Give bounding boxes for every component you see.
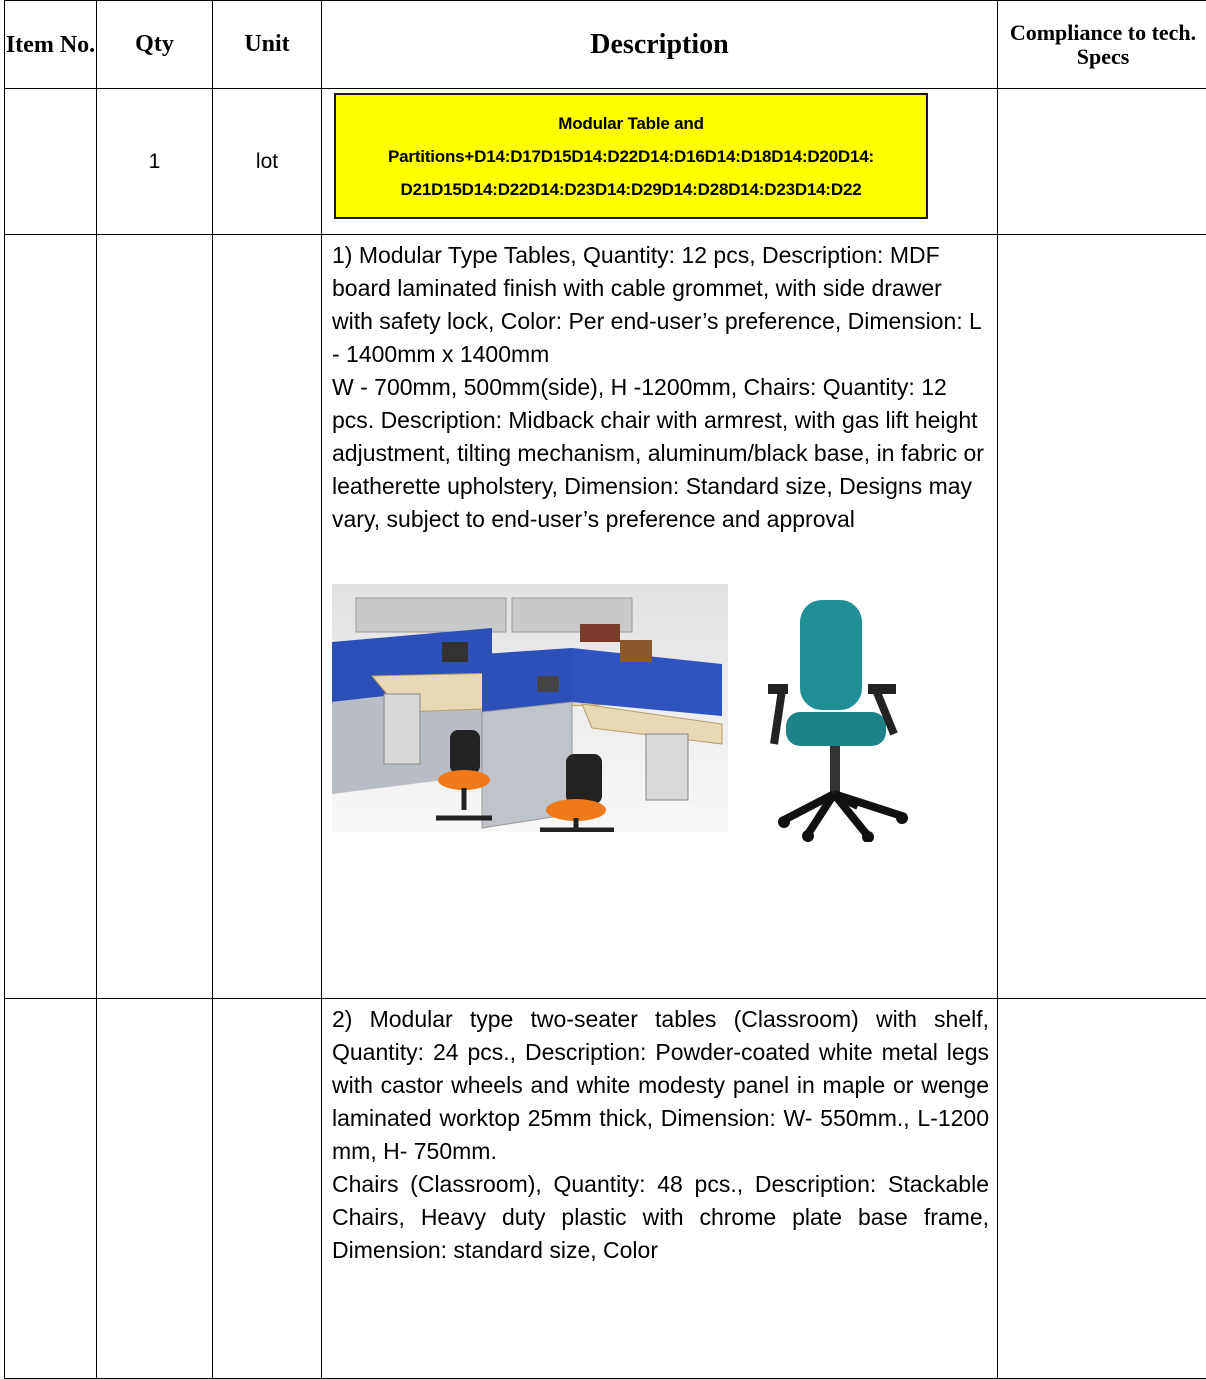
- qty-cell: [97, 999, 213, 1379]
- header-qty: Qty: [97, 1, 213, 89]
- highlighted-item-title: [334, 93, 928, 219]
- office-cubicle-image: [332, 584, 728, 832]
- unit-cell: lot: [213, 89, 322, 235]
- qty-cell: [97, 235, 213, 999]
- compliance-cell: [998, 999, 1206, 1379]
- title-line: Modular Table and: [558, 107, 704, 140]
- specification-table: [4, 0, 1206, 1379]
- spec-paragraph: Chairs (Classroom), Quantity: 48 pcs., Description: Stackable Chairs, Heavy duty plastic with chrome plate base frame, Dimension: standard size, Color: [332, 1168, 989, 1267]
- table-row: [5, 89, 1206, 235]
- header-compliance: Compliance to tech. Specs: [998, 1, 1206, 89]
- title-line: Partitions+D14:D17D15D14:D22D14:D16D14:D18D14:D20D14:: [388, 140, 874, 173]
- compliance-cell: [998, 235, 1206, 999]
- header-description: Description: [322, 1, 998, 89]
- qty-cell: 1: [97, 89, 213, 235]
- spec-paragraph: 2) Modular type two-seater tables (Classroom) with shelf, Quantity: 24 pcs., Description: Powder-coated white metal legs with castor wheels and white modesty panel in maple or wenge laminated worktop 25mm thick, Dimension: W- 550mm., L-1200 mm, H- 750mm.: [332, 1003, 989, 1168]
- title-line: D21D15D14:D22D14:D23D14:D29D14:D28D14:D23D14:D22: [401, 173, 862, 206]
- description-cell: [322, 89, 998, 235]
- item-no-cell: [5, 999, 97, 1379]
- table-row: [5, 235, 1206, 999]
- unit-cell: [213, 235, 322, 999]
- header-row: [5, 1, 1206, 89]
- item-no-cell: [5, 89, 97, 235]
- unit-cell: [213, 999, 322, 1379]
- description-cell: [322, 235, 998, 999]
- compliance-cell: [998, 89, 1206, 235]
- spec-paragraph: W - 700mm, 500mm(side), H -1200mm, Chairs: Quantity: 12 pcs. Description: Midback chair with armrest, with gas lift height adjustment, tilting mechanism, aluminum/black base, in fabric or leatherette upholstery, Dimension: Standard size, Designs may vary, subject to end-user’s preference and approval: [332, 371, 989, 536]
- description-cell: [322, 999, 998, 1379]
- teal-chair-image: [764, 594, 914, 842]
- item-no-cell: [5, 235, 97, 999]
- spec-paragraph: 1) Modular Type Tables, Quantity: 12 pcs, Description: MDF board laminated finish with cable grommet, with side drawer with safety lock, Color: Per end-user’s preference, Dimension: L - 1400mm x 1400mm: [332, 239, 989, 371]
- product-images: [332, 584, 989, 834]
- header-unit: Unit: [213, 1, 322, 89]
- header-item-no: Item No.: [5, 1, 97, 89]
- table-row: [5, 999, 1206, 1379]
